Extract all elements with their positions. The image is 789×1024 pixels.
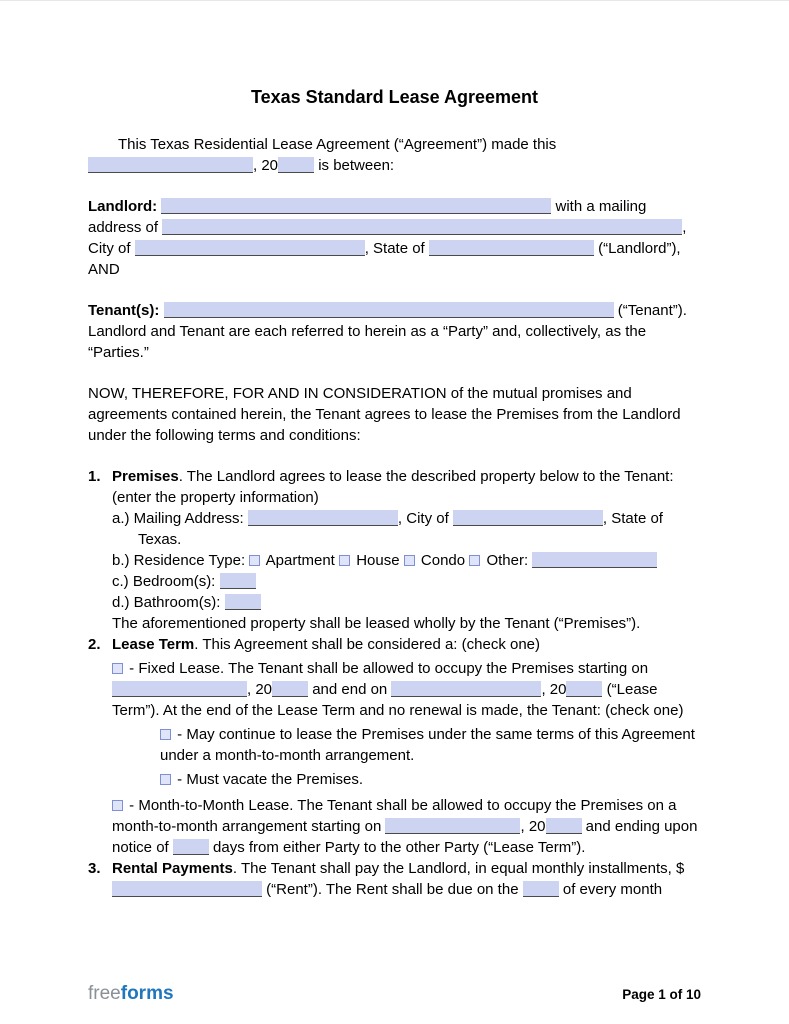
premises-line-d [112,592,701,613]
fixed-start-year-field[interactable] [272,681,308,697]
fixed-lease-clause [112,658,701,721]
rental-payments-heading: Rental Payments [112,860,233,877]
premises-state-text: , State of Texas. [138,510,663,548]
intro-text-1: This Texas Residential Lease Agreement (“Agreement”) made this [118,136,557,153]
rental-payments-line [112,858,701,900]
lease-term-heading: Lease Term [112,636,195,653]
intro-text-2: , 20 [253,157,279,174]
may-continue-text: - May continue to lease the Premises under the same terms of this Agreement under a month-to-month arrangement. [160,726,695,764]
m2m-start-year-field[interactable] [546,818,582,834]
rent-due-day-field[interactable] [523,881,559,897]
must-vacate-checkbox[interactable] [160,774,171,785]
page-footer [88,983,701,1005]
intro-paragraph [88,134,701,176]
landlord-address-field[interactable] [162,219,682,235]
condo-label: Condo [416,552,470,569]
premises-intro-line [112,466,701,508]
fixed-lease-checkbox[interactable] [112,663,123,674]
house-checkbox[interactable] [339,555,350,566]
section-1-number: 1. [88,468,101,485]
fixed-lease-text-2: , 20 [247,681,273,698]
bedrooms-label: c.) Bedroom(s): [112,573,220,590]
premises-heading: Premises [112,468,179,485]
premises-city-label: , City of [397,510,453,527]
premises-address-field[interactable] [248,510,398,526]
month-to-month-checkbox[interactable] [112,800,123,811]
premises-closing-text: The aforementioned property shall be leased wholly by the Tenant (“Premises”). [112,615,641,632]
premises-city-field[interactable] [453,510,603,526]
fixed-lease-text-3: and end on [308,681,392,698]
fixed-lease-text-4: , 20 [541,681,567,698]
landlord-paragraph [88,196,701,280]
premises-line-c [112,571,701,592]
m2m-notice-days-field[interactable] [173,839,209,855]
rental-payments-text-3: of every month [558,881,663,898]
tenant-text-1: (“Tenant”). Landlord and Tenant are each referred to herein as a “Party” and, collectively, as the “Parties.” [88,302,687,361]
landlord-text-4: (“Landlord”), [593,240,681,257]
month-to-month-text-1: - Month-to-Month Lease. The Tenant shall be allowed to occupy the Premises on a month-to-month arrangement starting on [112,797,677,835]
tenant-name-field[interactable] [164,302,614,318]
month-to-month-text-2: , 20 [520,818,546,835]
landlord-label: Landlord: [88,198,158,215]
may-continue-checkbox[interactable] [160,729,171,740]
m2m-start-date-field[interactable] [385,818,520,834]
document-title: Texas Standard Lease Agreement [250,87,539,107]
section-1-premises [88,466,701,634]
freeforms-logo [88,983,174,1005]
rental-payments-text-2: (“Rent”). The Rent shall be due on the [262,881,523,898]
section-3-number: 3. [88,860,101,877]
month-to-month-clause [112,795,701,858]
rental-payments-text-1: . The Tenant shall pay the Landlord, in equal monthly installments, $ [232,860,685,877]
condo-checkbox[interactable] [404,555,415,566]
page-number: Page 1 of 10 [622,986,701,1002]
brand-forms-text: forms [120,983,174,1004]
agreement-date-field[interactable] [88,157,253,173]
landlord-state-field[interactable] [429,240,594,256]
section-2-lease-term [88,634,701,858]
fixed-start-date-field[interactable] [112,681,247,697]
fixed-lease-text-5: (“Lease Term”). At the end of the Lease Term and no renewal is made, the Tenant: (check one) [112,681,684,719]
fixed-option-continue [160,724,701,766]
lease-term-intro-line [112,634,701,655]
lease-term-intro-text: . This Agreement shall be considered a: (check one) [194,636,541,653]
must-vacate-text: - Must vacate the Premises. [173,771,364,788]
landlord-name-field[interactable] [161,198,551,214]
agreement-year-field[interactable] [278,157,314,173]
mailing-address-label: a.) Mailing Address: [112,510,248,527]
intro-text-3: is between: [314,157,395,174]
landlord-text-3: , State of [364,240,429,257]
lease-document-page [0,1,789,1024]
month-to-month-text-4: days from either Party to the other Party (“Lease Term”). [208,839,586,856]
landlord-city-field[interactable] [135,240,365,256]
other-checkbox[interactable] [469,555,480,566]
other-residence-field[interactable] [532,552,657,568]
fixed-end-year-field[interactable] [566,681,602,697]
fixed-end-date-field[interactable] [391,681,541,697]
apartment-label: Apartment [262,552,340,569]
landlord-text-1: with a mailing address of [88,198,647,236]
landlord-text-2: , City of [88,219,687,257]
bathrooms-label: d.) Bathroom(s): [112,594,225,611]
other-label: Other: [482,552,533,569]
tenant-label: Tenant(s): [88,302,160,319]
bathrooms-field[interactable] [225,594,261,610]
month-to-month-text-3: and ending upon notice of [112,818,698,856]
bedrooms-field[interactable] [220,573,256,589]
brand-free-text: free [88,983,121,1004]
section-2-number: 2. [88,636,101,653]
fixed-lease-text-1: - Fixed Lease. The Tenant shall be allowed to occupy the Premises starting on [125,660,649,677]
apartment-checkbox[interactable] [249,555,260,566]
house-label: House [352,552,404,569]
premises-line-b [112,550,701,571]
section-3-rental-payments [88,858,701,900]
fixed-option-vacate [160,769,701,790]
rent-amount-field[interactable] [112,881,262,897]
premises-line-a [112,508,701,550]
consideration-paragraph: NOW, THEREFORE, FOR AND IN CONSIDERATION of the mutual promises and agreements contained herein, the Tenant agrees to lease the Premises from the Landlord under the following terms and conditions: [88,385,681,444]
residence-type-label: b.) Residence Type: [112,552,250,569]
tenant-paragraph [88,300,701,363]
and-conjunction: AND [88,261,120,278]
premises-intro-text: . The Landlord agrees to lease the described property below to the Tenant: (enter the property information) [112,468,674,506]
